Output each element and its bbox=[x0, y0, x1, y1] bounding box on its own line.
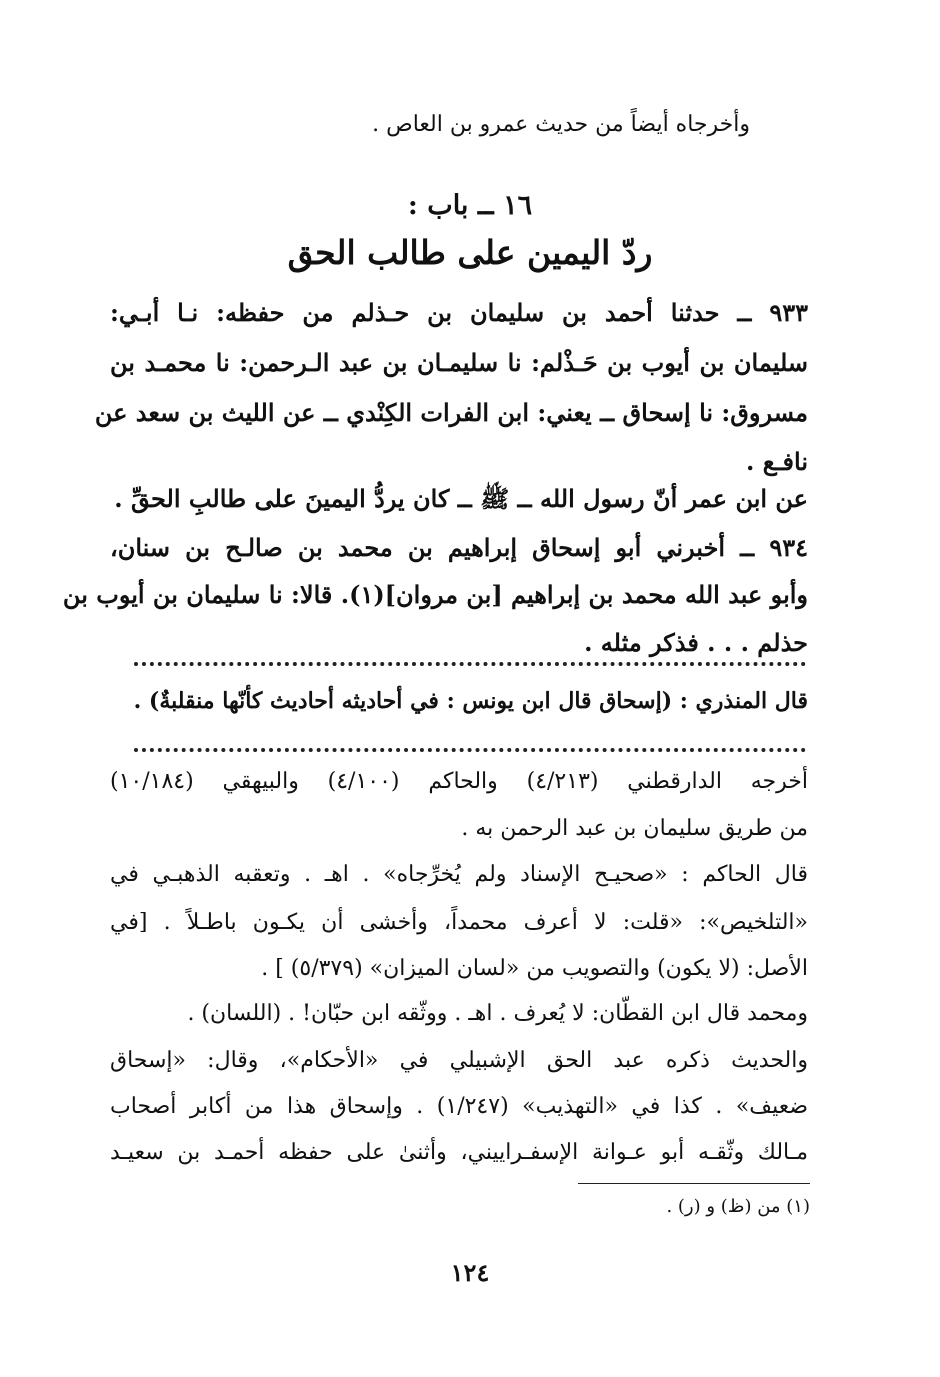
footnote-rule bbox=[578, 1183, 810, 1184]
commentary-line: «التلخيص»: «قلت: لا أعرف محمداً، وأخشى أن يكـون باطـلاً . [في bbox=[110, 910, 808, 935]
commentary-line: والحديث ذكره عبد الحق الإشبيلي في «الأحكام»، وقال: «إسحاق bbox=[110, 1048, 808, 1073]
mundhiri-note: قال المنذري : (إسحاق قال ابن يونس : في أحاديثه أحاديث كأنّها منقلبةٌ) . bbox=[133, 688, 808, 714]
page-number: ١٢٤ bbox=[450, 1258, 490, 1287]
hadith-line: نافـع . bbox=[746, 447, 808, 476]
hadith-line: سليمان بن أيوب بن حَـذْلم: نا سليمـان بن عبد الـرحمن: نا محمـد بن bbox=[110, 348, 808, 377]
commentary-line: ومحمد قال ابن القطّان: لا يُعرف . اهـ . ووثّقه ابن حبّان! . (اللسان) . bbox=[187, 1001, 808, 1026]
footnote: (١) من (ظ) و (ر) . bbox=[666, 1196, 810, 1217]
chapter-title: ردّ اليمين على طالب الحق bbox=[287, 233, 653, 272]
dotted-separator-top bbox=[134, 662, 806, 666]
hadith-text-line: عن ابن عمر أنّ رسول الله ــ ﷺ ــ كان يردُّ اليمينَ على طالبِ الحقِّ . bbox=[114, 484, 808, 513]
hadith-line: ٩٣٤ ــ أخبرني أبو إسحاق إبراهيم بن محمد بن صالـح بن سنان، bbox=[110, 533, 808, 562]
commentary-line: من طريق سليمان بن عبد الرحمن به . bbox=[461, 816, 808, 841]
hadith-line: وأبو عبد الله محمد بن إبراهيم [بن مروان](١). قالا: نا سليمان بن أيوب بن bbox=[62, 580, 808, 609]
chapter-number: ١٦ ــ باب : bbox=[407, 190, 533, 221]
commentary-line: قال الحاكم : «صحيـح الإسناد ولم يُخرِّجاه» . اهـ . وتعقبه الذهبـي في bbox=[110, 862, 808, 887]
dotted-separator-bottom bbox=[134, 748, 806, 752]
commentary-line: ضعيف» . كذا في «التهذيب» (١/٢٤٧) . وإسحاق هذا من أكابر أصحاب bbox=[110, 1094, 808, 1119]
commentary-line: أخرجه الدارقطني (٤/٢١٣) والحاكم (٤/١٠٠) والبيهقي (١٠/١٨٤) bbox=[110, 769, 808, 794]
commentary-line: الأصل: (لا يكون) والتصويب من «لسان الميزان» (٥/٣٧٩) ] . bbox=[261, 956, 808, 981]
hadith-line: حذلم . . . فذكر مثله . bbox=[584, 628, 808, 657]
commentary-line: مـالك وثّقـه أبو عـوانة الإسفـراييني، وأثنىٰ على حفظه أحمـد بن سعيـد bbox=[110, 1140, 808, 1165]
intro-line: وأخرجاه أيضاً من حديث عمرو بن العاص . bbox=[372, 112, 750, 137]
hadith-line: مسروق: نا إسحاق ــ يعني: ابن الفرات الكِنْدي ــ عن الليث بن سعد عن bbox=[94, 398, 808, 427]
hadith-line: ٩٣٣ ــ حدثنا أحمد بن سليمان بن حـذلم من حفظه: نـا أبـي: bbox=[110, 298, 808, 327]
